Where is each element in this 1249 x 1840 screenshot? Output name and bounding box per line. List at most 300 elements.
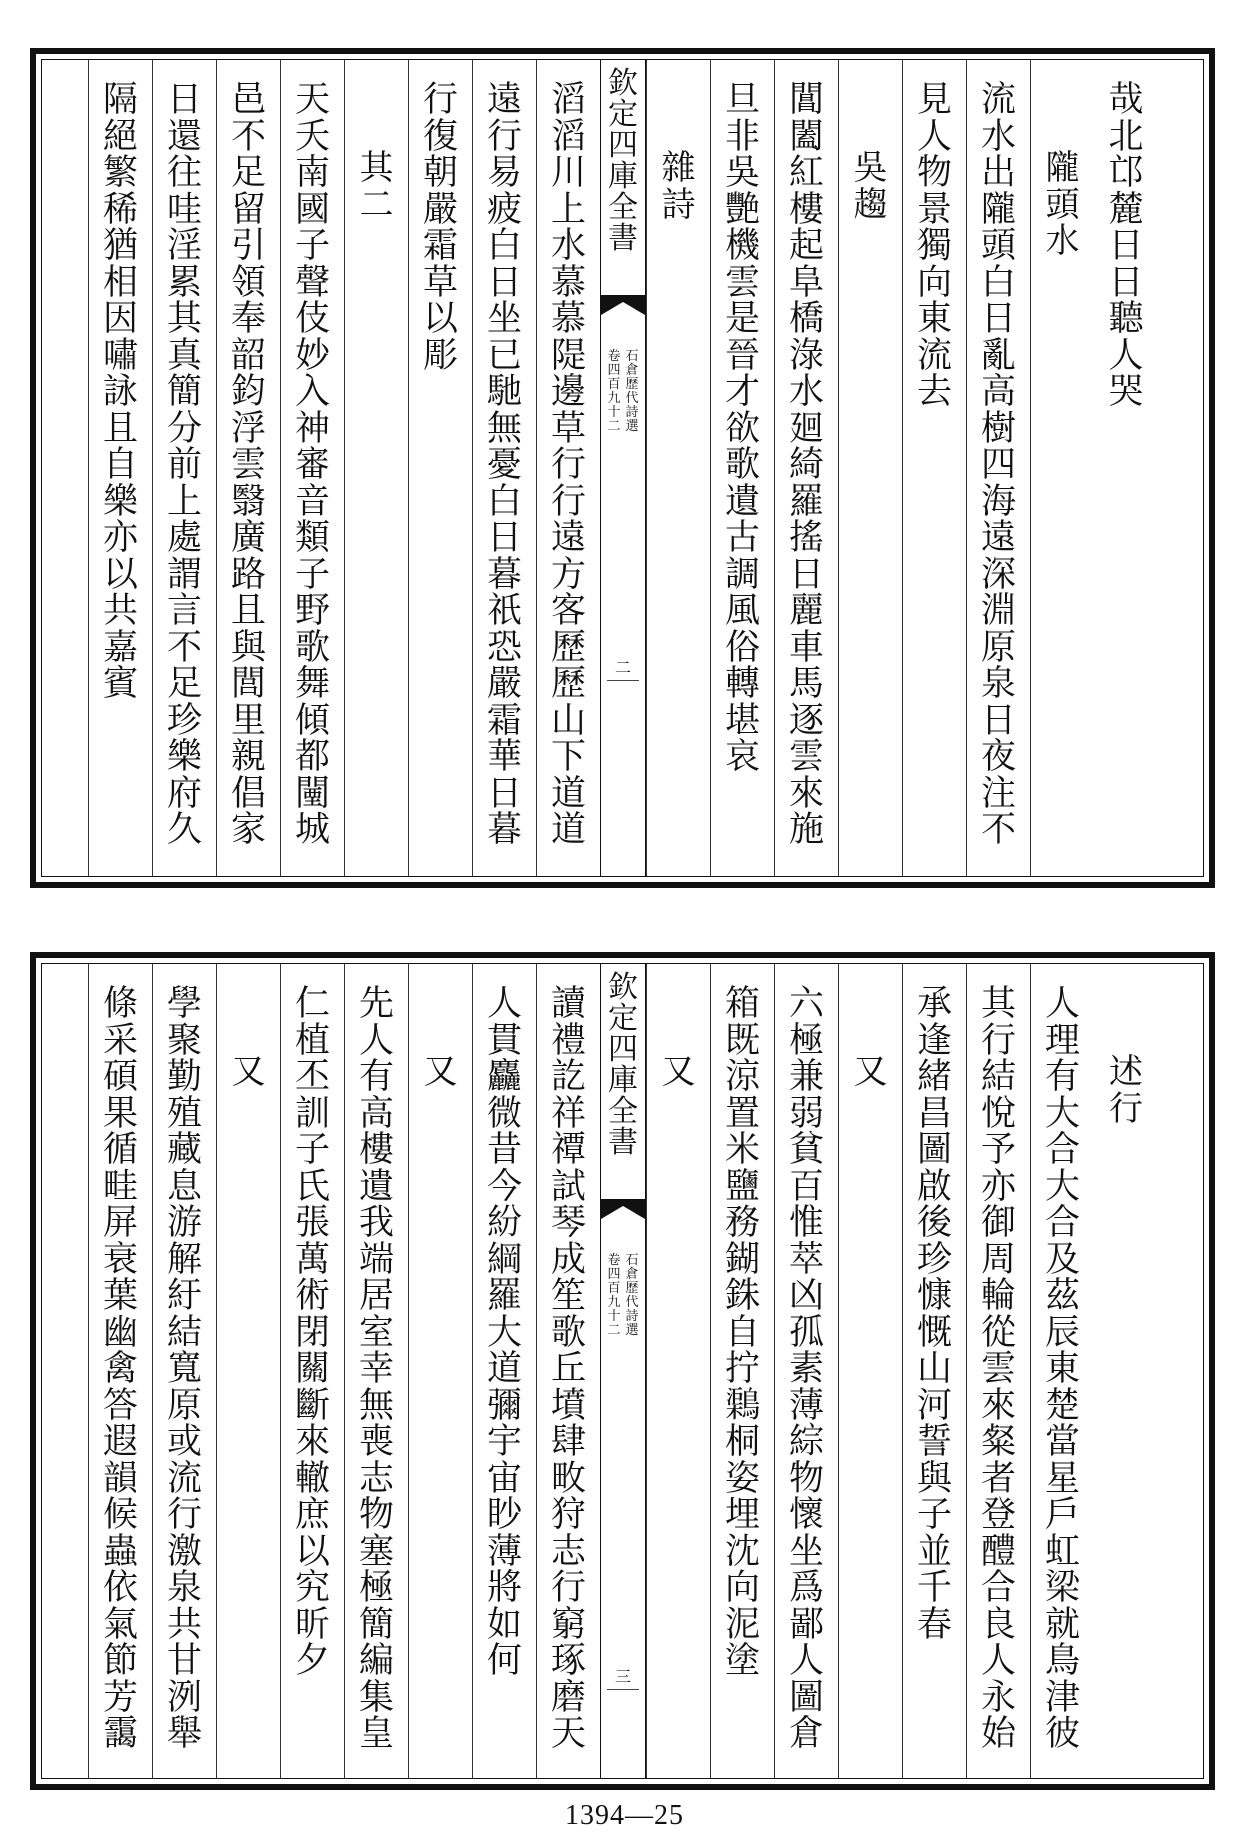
poem-title-column [216, 964, 280, 1778]
glyph: 粲 [980, 1422, 1016, 1462]
glyph: 采 [102, 1020, 138, 1061]
glyph: 憂 [486, 445, 522, 485]
glyph: 共 [102, 591, 138, 631]
upper-leaf-frame [41, 59, 1204, 877]
glyph: 領 [230, 262, 266, 303]
glyph: 爲 [788, 1568, 824, 1608]
glyph: 樓 [788, 189, 824, 230]
glyph: 審 [294, 445, 330, 485]
glyph: 循 [102, 1130, 138, 1170]
glyph: 讀 [550, 984, 586, 1024]
glyph: 引 [230, 226, 266, 266]
glyph: 麗 [788, 591, 824, 631]
glyph: 城 [294, 810, 330, 850]
glyph: 府 [166, 773, 202, 814]
glyph: 風 [724, 591, 760, 631]
glyph: 四 [608, 128, 638, 163]
glyph: 斷 [294, 1385, 330, 1426]
glyph: 共 [166, 1604, 202, 1645]
glyph: 周 [980, 1239, 1016, 1280]
glyph: 原 [980, 627, 1016, 668]
glyph: 朝 [422, 153, 458, 193]
column-text [473, 964, 536, 1680]
glyph: 又 [853, 1052, 888, 1092]
column-text [1031, 964, 1094, 1753]
glyph: 妙 [294, 335, 330, 376]
glyph: 四 [607, 1267, 621, 1282]
glyph: 前 [166, 445, 202, 485]
glyph: 子 [916, 1495, 952, 1535]
glyph: 物 [916, 153, 952, 193]
glyph: 國 [294, 189, 330, 230]
glyph: 邑 [230, 80, 266, 120]
glyph: 日 [486, 518, 522, 558]
glyph: 道 [550, 810, 586, 850]
glyph: 貫 [486, 1020, 522, 1061]
fold-subtitle-volume [606, 350, 622, 434]
glyph: 欲 [724, 408, 760, 449]
glyph: 相 [102, 262, 138, 303]
glyph: 人 [486, 984, 522, 1024]
glyph: 行 [550, 445, 586, 485]
glyph: 禮 [550, 1020, 586, 1061]
glyph: 石 [625, 1253, 639, 1268]
glyph: 舉 [166, 1714, 202, 1754]
glyph: 夭 [294, 116, 330, 157]
glyph: 流 [916, 335, 952, 376]
glyph: 綱 [486, 1239, 522, 1280]
glyph: 才 [724, 372, 760, 412]
glyph: 選 [625, 1323, 639, 1338]
glyph: 詠 [102, 372, 138, 412]
glyph: 山 [550, 700, 586, 741]
fold-subtitle-collection [624, 350, 640, 434]
glyph: 泉 [166, 1568, 202, 1608]
glyph: 謂 [166, 554, 202, 595]
glyph: 遠 [550, 518, 586, 558]
glyph: 從 [980, 1312, 1016, 1353]
glyph: 東 [1044, 1349, 1080, 1389]
glyph: 訖 [550, 1057, 586, 1097]
glyph: 調 [724, 554, 760, 595]
glyph: 淵 [980, 591, 1016, 631]
glyph: 夜 [980, 737, 1016, 777]
poem-title-column [838, 60, 902, 876]
glyph: 搖 [788, 518, 824, 558]
text-column [152, 60, 216, 876]
glyph: 非 [724, 116, 760, 157]
glyph: 息 [166, 1166, 202, 1207]
glyph: 道 [486, 1349, 522, 1389]
glyph: 祥 [550, 1093, 586, 1134]
glyph: 雲 [724, 262, 760, 303]
glyph: 猶 [102, 226, 138, 266]
glyph: 隄 [550, 335, 586, 376]
glyph: 累 [166, 262, 202, 303]
glyph: 疲 [486, 189, 522, 230]
glyph: 慕 [550, 262, 586, 303]
lower-leaf [30, 952, 1215, 1790]
glyph: 日 [980, 700, 1016, 741]
glyph: 上 [166, 481, 202, 522]
column-text [537, 60, 600, 849]
glyph: 人 [358, 1020, 394, 1061]
glyph: 倉 [625, 1267, 639, 1282]
glyph: 見 [916, 80, 952, 120]
column-text [217, 60, 280, 849]
glyph: 遐 [102, 1422, 138, 1462]
glyph: 景 [916, 189, 952, 230]
glyph: 以 [294, 1531, 330, 1572]
glyph: 始 [980, 1714, 1016, 1754]
glyph: 先 [358, 984, 394, 1024]
glyph: 務 [724, 1203, 760, 1243]
glyph: 六 [788, 984, 824, 1024]
glyph: 哀 [724, 737, 760, 777]
glyph: 哇 [166, 189, 202, 230]
glyph: 旦 [724, 80, 760, 120]
glyph: 成 [550, 1239, 586, 1280]
glyph: 來 [980, 1385, 1016, 1426]
glyph: 路 [230, 554, 266, 595]
glyph: 彌 [486, 1385, 522, 1426]
glyph: 磨 [550, 1677, 586, 1718]
glyph: 結 [166, 1312, 202, 1353]
glyph: 堪 [724, 700, 760, 741]
column-text [967, 60, 1030, 849]
glyph: 閶 [788, 80, 824, 120]
glyph: 藏 [166, 1130, 202, 1170]
glyph: 就 [1044, 1604, 1080, 1645]
text-column [710, 964, 774, 1778]
glyph: 歷 [550, 664, 586, 704]
glyph: 葉 [102, 1276, 138, 1316]
glyph: 馳 [486, 372, 522, 412]
glyph: 雜 [661, 148, 696, 188]
glyph: 慨 [916, 1312, 952, 1353]
text-column [88, 964, 152, 1778]
glyph: 紅 [788, 153, 824, 193]
glyph: 日 [980, 299, 1016, 339]
glyph: 高 [358, 1093, 394, 1134]
glyph: 昕 [294, 1604, 330, 1645]
glyph: 微 [486, 1093, 522, 1134]
poem-title-column [646, 60, 710, 876]
glyph: 詩 [625, 1309, 639, 1324]
glyph: 極 [788, 1020, 824, 1061]
glyph: 碩 [102, 1057, 138, 1097]
glyph: 者 [980, 1458, 1016, 1499]
column-text [967, 964, 1030, 1753]
glyph: 方 [550, 554, 586, 595]
fold-rule [607, 680, 639, 681]
glyph: 深 [980, 554, 1016, 595]
glyph: 原 [166, 1385, 202, 1426]
glyph: 暮 [486, 810, 522, 850]
glyph: 米 [724, 1130, 760, 1170]
glyph: 閭 [230, 664, 266, 704]
glyph: 客 [550, 591, 586, 631]
glyph: 九 [607, 391, 621, 406]
glyph: 行 [422, 80, 458, 120]
column-text [647, 964, 710, 1091]
glyph: 庫 [608, 1063, 638, 1098]
glyph: 坐 [788, 1531, 824, 1572]
glyph: 詩 [625, 405, 639, 420]
glyph: 書 [608, 1125, 638, 1160]
glyph: 闉 [294, 773, 330, 814]
glyph: 關 [294, 1349, 330, 1389]
glyph: 十 [607, 405, 621, 420]
glyph: 隴 [1045, 148, 1080, 188]
glyph: 素 [788, 1349, 824, 1389]
glyph: 銖 [724, 1276, 760, 1316]
glyph: 向 [916, 262, 952, 303]
glyph: 琴 [550, 1203, 586, 1243]
glyph: 勤 [166, 1057, 202, 1097]
column-text [839, 964, 902, 1091]
glyph: 出 [980, 153, 1016, 193]
glyph: 歷 [625, 1281, 639, 1296]
fold-book-title [603, 68, 643, 254]
glyph: 足 [166, 664, 202, 704]
glyph: 聲 [294, 262, 330, 303]
glyph: 不 [230, 116, 266, 157]
glyph: 水 [1045, 221, 1080, 261]
glyph: 𪆂 [724, 1385, 760, 1426]
glyph: 坐 [486, 299, 522, 339]
poem-title-column [408, 964, 472, 1778]
glyph: 聚 [166, 1020, 202, 1061]
glyph: 獨 [916, 226, 952, 266]
glyph: 居 [358, 1276, 394, 1316]
glyph: 紛 [486, 1203, 522, 1243]
glyph: 圖 [916, 1130, 952, 1170]
lower-leaf-frame [41, 963, 1204, 1779]
glyph: 四 [607, 363, 621, 378]
glyph: 寬 [166, 1349, 202, 1389]
glyph: 川 [550, 153, 586, 193]
glyph: 歌 [294, 627, 330, 668]
glyph: 人 [788, 1641, 824, 1681]
column-text [473, 60, 536, 849]
glyph: 選 [625, 419, 639, 434]
glyph: 欽 [608, 970, 638, 1005]
glyph: 且 [102, 408, 138, 449]
column-text [281, 60, 344, 849]
glyph: 鹽 [724, 1166, 760, 1207]
text-column [902, 964, 966, 1778]
glyph: 不 [980, 810, 1016, 850]
glyph: 來 [294, 1422, 330, 1462]
glyph: 伎 [294, 299, 330, 339]
glyph: 醴 [980, 1531, 1016, 1572]
glyph: 霜 [486, 700, 522, 741]
glyph: 往 [166, 153, 202, 193]
fishtail-mark [601, 1199, 645, 1219]
glyph: 節 [102, 1641, 138, 1681]
glyph: 人 [1108, 335, 1144, 376]
glyph: 樂 [102, 481, 138, 522]
glyph: 萬 [294, 1239, 330, 1280]
column-text [1094, 60, 1158, 411]
glyph: 十 [607, 1309, 621, 1324]
text-column [280, 964, 344, 1778]
glyph: 頭 [980, 226, 1016, 266]
glyph: 滔 [550, 80, 586, 120]
glyph: 氏 [294, 1166, 330, 1207]
glyph: 俗 [724, 627, 760, 668]
glyph: 霜 [422, 226, 458, 266]
glyph: 鈞 [230, 372, 266, 412]
upper-leaf-center-fold [600, 60, 646, 876]
glyph: 喪 [358, 1422, 394, 1462]
glyph: 洌 [166, 1677, 202, 1718]
fold-subtitle [605, 1254, 641, 1338]
glyph: 及 [1044, 1239, 1080, 1280]
glyph: 麤 [486, 1057, 522, 1097]
text-column [536, 60, 600, 876]
glyph: 弱 [788, 1093, 824, 1134]
glyph: 車 [788, 627, 824, 668]
text-column [280, 60, 344, 876]
glyph: 不 [166, 627, 202, 668]
glyph: 日 [486, 773, 522, 814]
column-text [647, 60, 710, 223]
glyph: 皇 [358, 1714, 394, 1754]
glyph: 阜 [788, 262, 824, 303]
glyph: 靄 [102, 1714, 138, 1754]
glyph: 庶 [294, 1495, 330, 1535]
glyph: 分 [166, 408, 202, 449]
text-column [710, 60, 774, 876]
glyph: 人 [916, 116, 952, 157]
glyph: 啟 [916, 1166, 952, 1207]
glyph: 樹 [980, 408, 1016, 449]
glyph: 有 [358, 1057, 394, 1097]
glyph: 沈 [724, 1531, 760, 1572]
glyph: 韶 [230, 335, 266, 376]
text-column [966, 964, 1030, 1778]
glyph: 辰 [1044, 1312, 1080, 1353]
glyph: 人 [980, 1641, 1016, 1681]
glyph: 極 [358, 1568, 394, 1608]
column-text [217, 964, 280, 1091]
glyph: 闔 [788, 116, 824, 157]
glyph: 綺 [788, 445, 824, 485]
glyph: 草 [550, 408, 586, 449]
glyph: 羅 [788, 481, 824, 522]
glyph: 逢 [916, 1020, 952, 1061]
glyph: 歷 [625, 377, 639, 392]
glyph: 學 [166, 984, 202, 1024]
glyph: 邊 [550, 372, 586, 412]
column-text [409, 964, 472, 1091]
column-text [153, 60, 216, 849]
glyph: 畋 [550, 1458, 586, 1499]
glyph: 星 [1044, 1458, 1080, 1499]
column-text [1094, 964, 1158, 1127]
glyph: 衰 [102, 1239, 138, 1280]
glyph: 丕 [294, 1057, 330, 1097]
glyph: 廻 [788, 408, 824, 449]
poem-title-column [344, 60, 408, 876]
glyph: 水 [788, 372, 824, 412]
column-text [903, 964, 966, 1643]
glyph: 雲 [788, 737, 824, 777]
glyph: 歌 [550, 1312, 586, 1353]
glyph: 流 [166, 1458, 202, 1499]
glyph: 結 [980, 1057, 1016, 1097]
glyph: 因 [102, 299, 138, 339]
poem-title-column [838, 964, 902, 1778]
glyph: 暮 [486, 554, 522, 595]
glyph: 後 [916, 1203, 952, 1243]
glyph: 殖 [166, 1093, 202, 1134]
glyph: 白 [980, 262, 1016, 303]
glyph: 隔 [102, 80, 138, 120]
glyph: 以 [422, 299, 458, 339]
glyph: 塞 [358, 1531, 394, 1572]
glyph: 氣 [102, 1604, 138, 1645]
glyph: 倡 [230, 773, 266, 814]
glyph: 禫 [550, 1130, 586, 1170]
glyph: 惟 [788, 1203, 824, 1243]
glyph: 其 [980, 984, 1016, 1024]
column-text [409, 60, 472, 374]
text-column [472, 60, 536, 876]
glyph: 訓 [294, 1093, 330, 1134]
glyph: 日 [1108, 226, 1144, 266]
glyph: 稀 [102, 189, 138, 230]
glyph: 幽 [102, 1312, 138, 1353]
glyph: 子 [294, 226, 330, 266]
glyph: 九 [607, 1295, 621, 1310]
column-text [89, 964, 152, 1753]
glyph: 亦 [102, 518, 138, 558]
glyph: 奉 [230, 299, 266, 339]
glyph: 珍 [166, 700, 202, 741]
glyph: 既 [724, 1020, 760, 1061]
glyph: 緒 [916, 1057, 952, 1097]
glyph: 輪 [980, 1276, 1016, 1316]
glyph: 誓 [916, 1422, 952, 1462]
glyph: 恐 [486, 627, 522, 668]
glyph: 祇 [486, 591, 522, 631]
glyph: 倉 [788, 1714, 824, 1754]
glyph: 肆 [550, 1422, 586, 1462]
glyph: 天 [550, 1714, 586, 1754]
glyph: 彫 [422, 335, 458, 376]
glyph: 大 [1044, 1093, 1080, 1134]
glyph: 草 [422, 262, 458, 303]
glyph: 泉 [980, 664, 1016, 704]
glyph: 塗 [724, 1641, 760, 1681]
glyph: 又 [423, 1052, 458, 1092]
glyph: 廣 [230, 518, 266, 558]
column-text [537, 964, 600, 1753]
glyph: 何 [486, 1641, 522, 1681]
fold-rule [607, 1689, 639, 1690]
glyph: 是 [724, 299, 760, 339]
glyph: 志 [550, 1531, 586, 1572]
glyph: 登 [980, 1495, 1016, 1535]
glyph: 白 [486, 481, 522, 522]
glyph: 幸 [358, 1349, 394, 1389]
glyph: 梁 [1044, 1568, 1080, 1608]
glyph: 真 [166, 335, 202, 376]
glyph: 晉 [724, 335, 760, 376]
